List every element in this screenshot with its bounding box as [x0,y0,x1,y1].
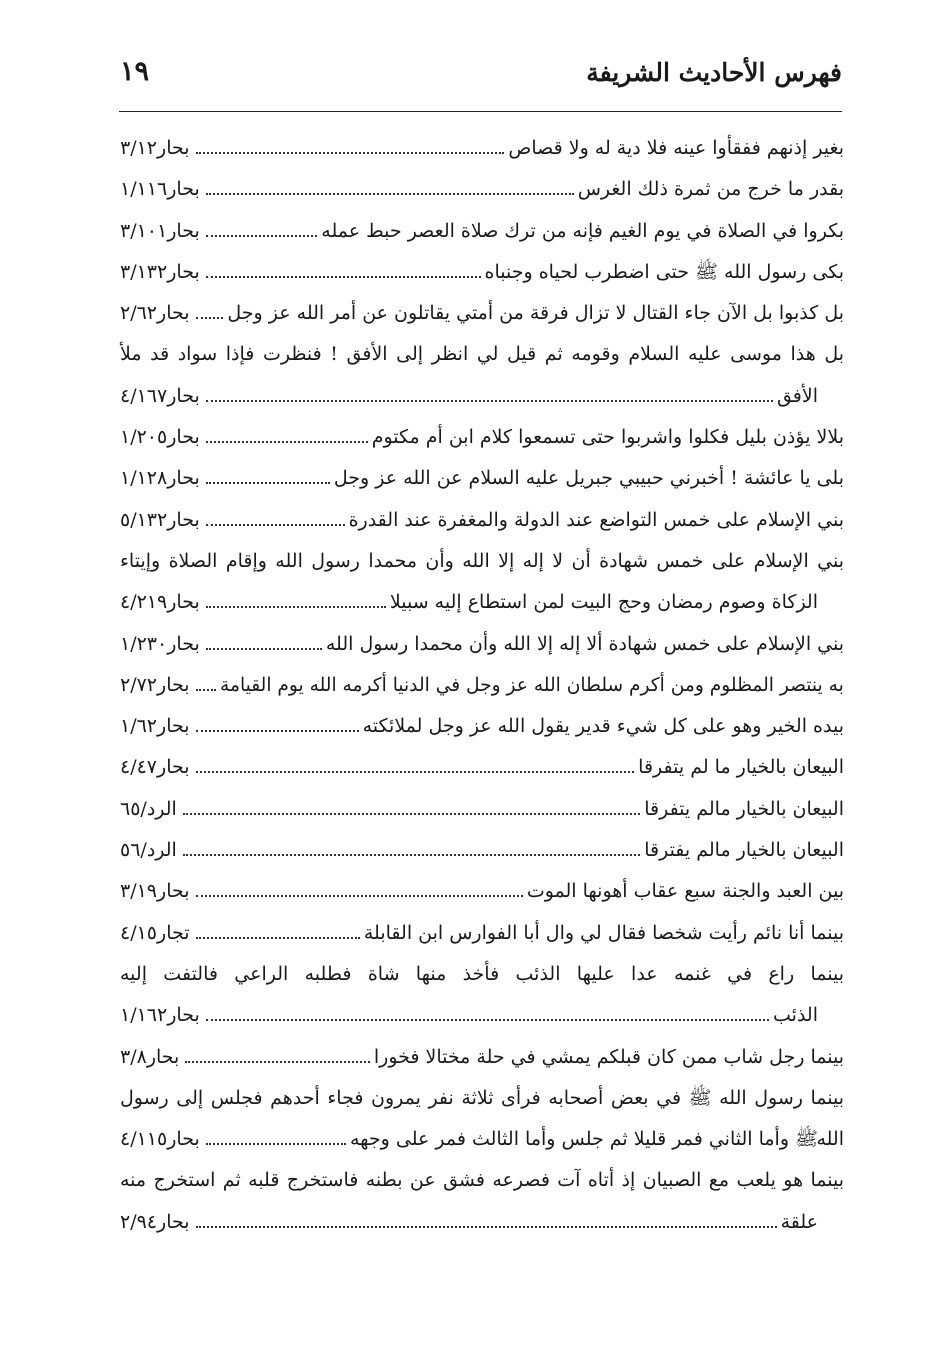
dot-leader [206,524,345,526]
dot-leader [185,1061,370,1063]
entry-reference: بحار١/٢٣٠ [120,632,200,655]
index-entry [120,1202,844,1243]
index-entry [120,913,844,954]
entry-reference: بحار٢/٩٤ [120,1210,190,1233]
header-divider [119,111,842,112]
entry-text: بكى رسول الله ﷺ حتى اضطرب لحياه وجنباه [484,260,844,283]
index-entry [120,1119,844,1160]
entry-text: بلالا يؤذن بليل فكلوا واشربوا حتى تسمعوا كلام ابن أم مكتوم [371,426,844,449]
dot-leader [206,1143,346,1145]
dot-leader [206,482,330,484]
index-entry-continued [120,541,844,582]
entry-text: البيعان بالخيار مالم يتفرقا [644,797,844,820]
entry-text: بغير إذنهم ففقأوا عينه فلا دية له ولا قصاص [508,137,844,159]
entry-text: البيعان بالخيار ما لم يتفرقا [638,756,844,779]
dot-leader [183,813,640,815]
entry-reference: بحار٣/١٣٢ [120,260,200,283]
entry-text: بل هذا موسى عليه السلام وقومه ثم قيل لي انظر إلى الأفق ! فنظرت فإذا سواد قد ملأ [120,343,844,366]
index-entry-continued [120,954,844,995]
dot-leader [206,193,574,195]
entry-text: بني الإسلام على خمس شهادة أن لا إله إلا الله وأن محمدا رسول الله وإقام الصلاة وإيتاء [120,549,844,572]
index-entry [120,376,844,417]
entry-reference: بحار١/٢٠٥ [120,426,200,449]
entry-reference: الرد/٦٥ [120,797,177,820]
entry-reference: بحار٤/٢١٩ [120,591,200,614]
entry-reference: بحار٣/٨ [120,1045,180,1068]
dot-leader [206,648,322,650]
index-entry [120,252,844,293]
entry-text: الأفق [776,384,818,407]
entry-reference: تجار٤/١٥ [120,921,190,944]
dot-leader [196,1226,777,1228]
entry-text: بني الإسلام على خمس التواضع عند الدولة والمغفرة عند القدرة [348,508,844,531]
entry-text: بينما أنا نائم رأيت شخصا فقال لي وال أبا الفوارس ابن القابلة [363,921,844,944]
index-entry [120,747,844,788]
entry-text: بلى يا عائشة ! أخبرني حبيبي جبريل عليه السلام عن الله عز وجل [333,467,844,490]
entry-text: بكروا في الصلاة في يوم الغيم فإنه من ترك صلاة العصر حبط عمله [321,219,844,242]
hadith-index-list [120,128,844,1243]
entry-text: بقدر ما خرج من ثمرة ذلك الغرس [577,178,844,201]
index-entry [120,169,844,210]
index-entry-continued [120,1160,844,1201]
index-entry [120,995,844,1036]
entry-reference: بحار٢/٦٢ [120,302,190,325]
index-entry [120,871,844,912]
dot-leader [183,854,640,856]
index-entry [120,500,844,541]
entry-text: بينما رسول الله ﷺ في بعض أصحابه فرأى ثلاثة نفر يمرون فجاء أحدهم فجلس إلى رسول الله [120,1086,844,1150]
dot-leader [206,276,481,278]
entry-reference: بحار٣/١٩ [120,880,190,903]
page-title: فهرس الأحاديث الشريفة [586,58,842,87]
entry-reference: بحار٤/٤٧ [120,756,190,779]
dot-leader [206,441,368,443]
entry-reference: بحار١/١١٦ [120,178,200,201]
dot-leader [196,730,359,732]
entry-text: البيعان بالخيار مالم يفترقا [644,839,844,862]
dot-leader [196,771,634,773]
dot-leader [206,1019,769,1021]
index-entry [120,1037,844,1078]
entry-reference: بحار٤/١٦٧ [120,384,200,407]
index-entry-continued [120,334,844,375]
entry-text: بل كذبوا بل الآن جاء القتال لا تزال فرقة من أمتي يقاتلون عن أمر الله عز وجل [227,302,844,325]
entry-reference: بحار١/١٦٢ [120,1004,200,1027]
index-entry [120,582,844,623]
entry-text: ﷺ وأما الثاني فمر قليلا ثم جلس وأما الثالث فمر على وجهه [349,1128,818,1151]
dot-leader [206,235,317,237]
dot-leader [196,937,360,939]
entry-text: علقة [780,1210,818,1233]
entry-text: بيده الخير وهو على كل شيء قدير يقول الله عز وجل لملائكته [362,715,844,738]
dot-leader [196,689,216,691]
entry-reference: بحار٥/١٣٢ [120,508,200,531]
entry-reference: بحار٣/١٢ [120,137,190,159]
page-number: ١٩ [120,56,150,87]
index-entry [120,706,844,747]
index-entry [120,128,844,169]
entry-text: الذئب [773,1004,818,1027]
entry-reference: الرد/٥٦ [120,839,177,862]
entry-text: بينما راع في غنمه عدا عليها الذئب فأخذ منها شاة فطلبه الراعي فالتفت إليه [120,962,844,985]
index-entry [120,830,844,871]
entry-text: بني الإسلام على خمس شهادة ألا إله إلا الله وأن محمدا رسول الله [325,632,844,655]
index-entry [120,624,844,665]
entry-text: بينما رجل شاب ممن كان قبلكم يمشي في حلة مختالا فخورا [373,1045,844,1068]
index-entry [120,789,844,830]
dot-leader [196,152,504,154]
dot-leader [206,400,773,402]
entry-text: بين العبد والجنة سبع عقاب أهونها الموت [526,880,844,903]
page-header [120,52,842,102]
entry-text: الزكاة وصوم رمضان وحج البيت لمن استطاع إليه سبيلا [389,591,818,614]
entry-reference: بحار٣/١٠١ [120,219,200,242]
entry-reference: بحار٢/٧٢ [120,673,190,696]
entry-text: به ينتصر المظلوم ومن أكرم سلطان الله عز وجل في الدنيا أكرمه الله يوم القيامة [220,673,844,696]
entry-text: بينما هو يلعب مع الصبيان إذ أتاه آت فصرعه فشق عن بطنه فاستخرج قلبه ثم استخرج منه [120,1169,844,1192]
entry-reference: بحار١/١٢٨ [120,467,200,490]
index-entry [120,417,844,458]
entry-reference: بحار١/٦٢ [120,715,190,738]
entry-reference: بحار٤/١١٥ [120,1128,200,1151]
index-entry [120,458,844,499]
dot-leader [196,895,523,897]
dot-leader [206,606,386,608]
index-entry [120,293,844,334]
dot-leader [196,317,223,319]
index-entry [120,665,844,706]
index-entry [120,211,844,252]
